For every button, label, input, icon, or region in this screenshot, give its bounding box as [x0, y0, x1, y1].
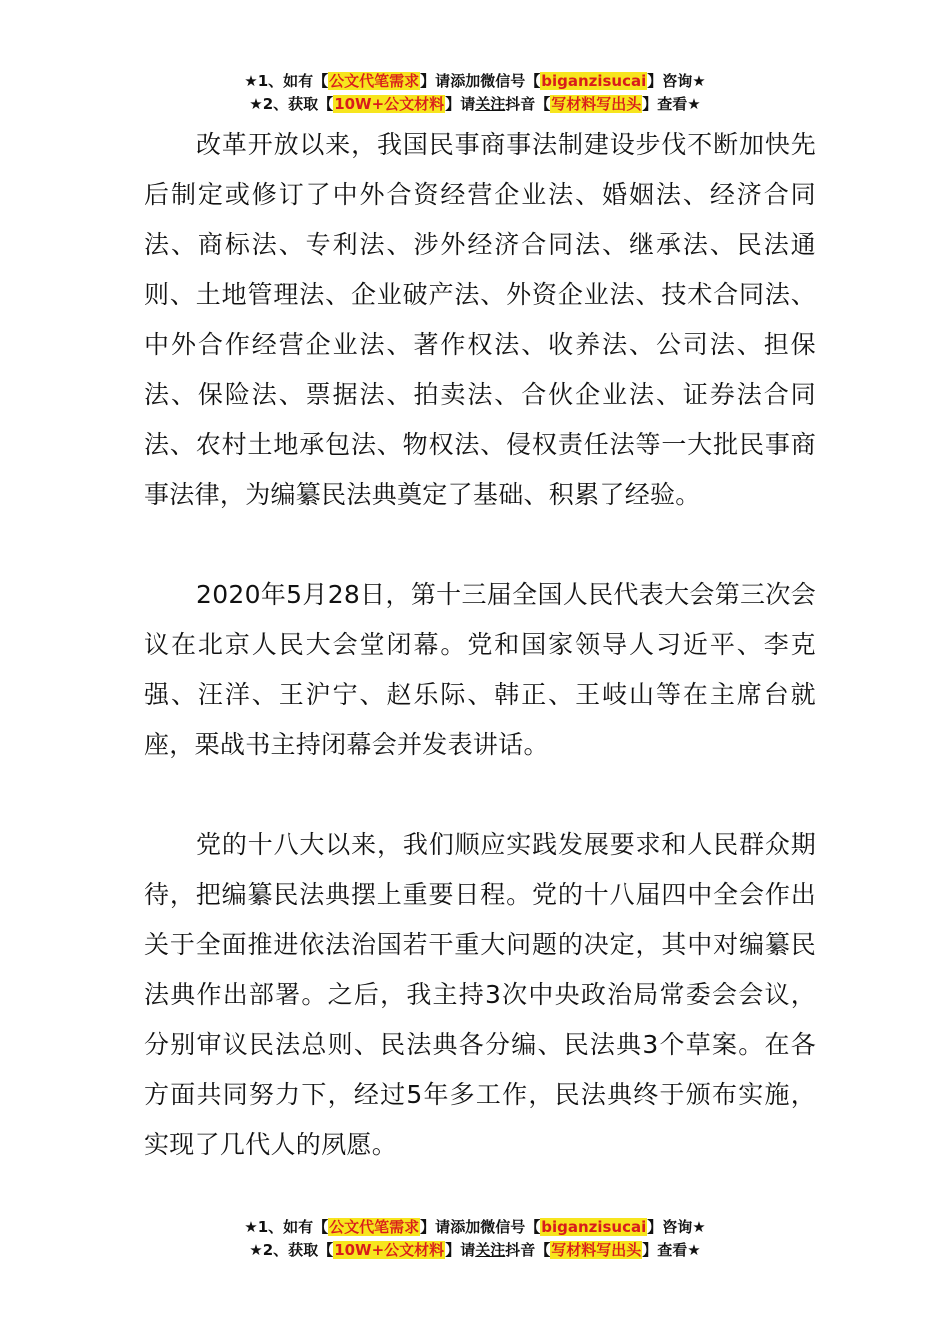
banner-highlight: 写材料写出头 [551, 1241, 642, 1259]
banner-emphasis: 关注 [475, 1241, 506, 1259]
paragraph-spacer [144, 770, 816, 820]
paragraph-spacer [144, 520, 816, 570]
banner-highlight: 公文代笔需求 [329, 72, 420, 90]
paragraph-1: 改革开放以来，我国民事商事法制建设步伐不断加快先后制定或修订了中外合资经营企业法、婚姻法、经济合同法、商标法、专利法、涉外经济合同法、继承法、民法通则、土地管理法、企业破产法、外资企业法、技术合同法、中外合作经营企业法、著作权法、收养法、公司法、担保法、保险法、票据法、拍卖法、合伙企业法、证券法合同法、农村土地承包法、物权法、侵权责任法等一大批民事商事法律，为编纂民法典奠定了基础、积累了经验。 [144, 130, 816, 509]
banner-text: 】查看★ [642, 1241, 701, 1259]
banner-text: 】请 [420, 72, 451, 90]
banner-text: 】咨询★ [647, 1218, 706, 1236]
banner-text: 】请 [445, 95, 476, 113]
paragraph-2: 2020年5月28日，第十三届全国人民代表大会第三次会议在北京人民大会堂闭幕。党和国家领导人习近平、李克强、汪洋、王沪宁、赵乐际、韩正、王岐山等在主席台就座，栗战书主持闭幕会并发表讲话。 [144, 580, 816, 759]
banner-emphasis: 添加 [450, 72, 481, 90]
banner-line-1 [0, 70, 950, 93]
document-body [144, 120, 816, 1170]
banner-text: ★2、获取【 [249, 1241, 334, 1259]
banner-text: 】请 [420, 1218, 451, 1236]
footer-banner [0, 1216, 950, 1262]
banner-highlight: 10W+公文材料 [334, 95, 445, 113]
banner-text: 微信号【 [480, 72, 541, 90]
banner-text: 】请 [445, 1241, 476, 1259]
banner-text: 抖音【 [505, 95, 551, 113]
banner-highlight: biganzisucai [541, 72, 647, 90]
banner-highlight: 写材料写出头 [551, 95, 642, 113]
banner-highlight: 公文代笔需求 [329, 1218, 420, 1236]
banner-highlight: 10W+公文材料 [334, 1241, 445, 1259]
banner-line-2 [0, 93, 950, 116]
banner-line-2 [0, 1239, 950, 1262]
paragraph-3: 党的十八大以来，我们顺应实践发展要求和人民群众期待，把编纂民法典摆上重要日程。党的十八届四中全会作出关于全面推进依法治国若干重大问题的决定，其中对编纂民法典作出部署。之后，我主持3次中央政治局常委会会议，分别审议民法总则、民法典各分编、民法典3个草案。在各方面共同努力下，经过5年多工作，民法典终于颁布实施，实现了几代人的夙愿。 [144, 830, 816, 1159]
banner-text: 】查看★ [642, 95, 701, 113]
banner-highlight: biganzisucai [541, 1218, 647, 1236]
banner-text: ★2、获取【 [249, 95, 334, 113]
banner-text: 微信号【 [480, 1218, 541, 1236]
banner-text: 】咨询★ [647, 72, 706, 90]
header-banner [0, 70, 950, 116]
banner-line-1 [0, 1216, 950, 1239]
banner-text: 抖音【 [505, 1241, 551, 1259]
banner-emphasis: 添加 [450, 1218, 481, 1236]
banner-text: ★1、如有【 [244, 1218, 329, 1236]
banner-emphasis: 关注 [475, 95, 506, 113]
banner-text: ★1、如有【 [244, 72, 329, 90]
